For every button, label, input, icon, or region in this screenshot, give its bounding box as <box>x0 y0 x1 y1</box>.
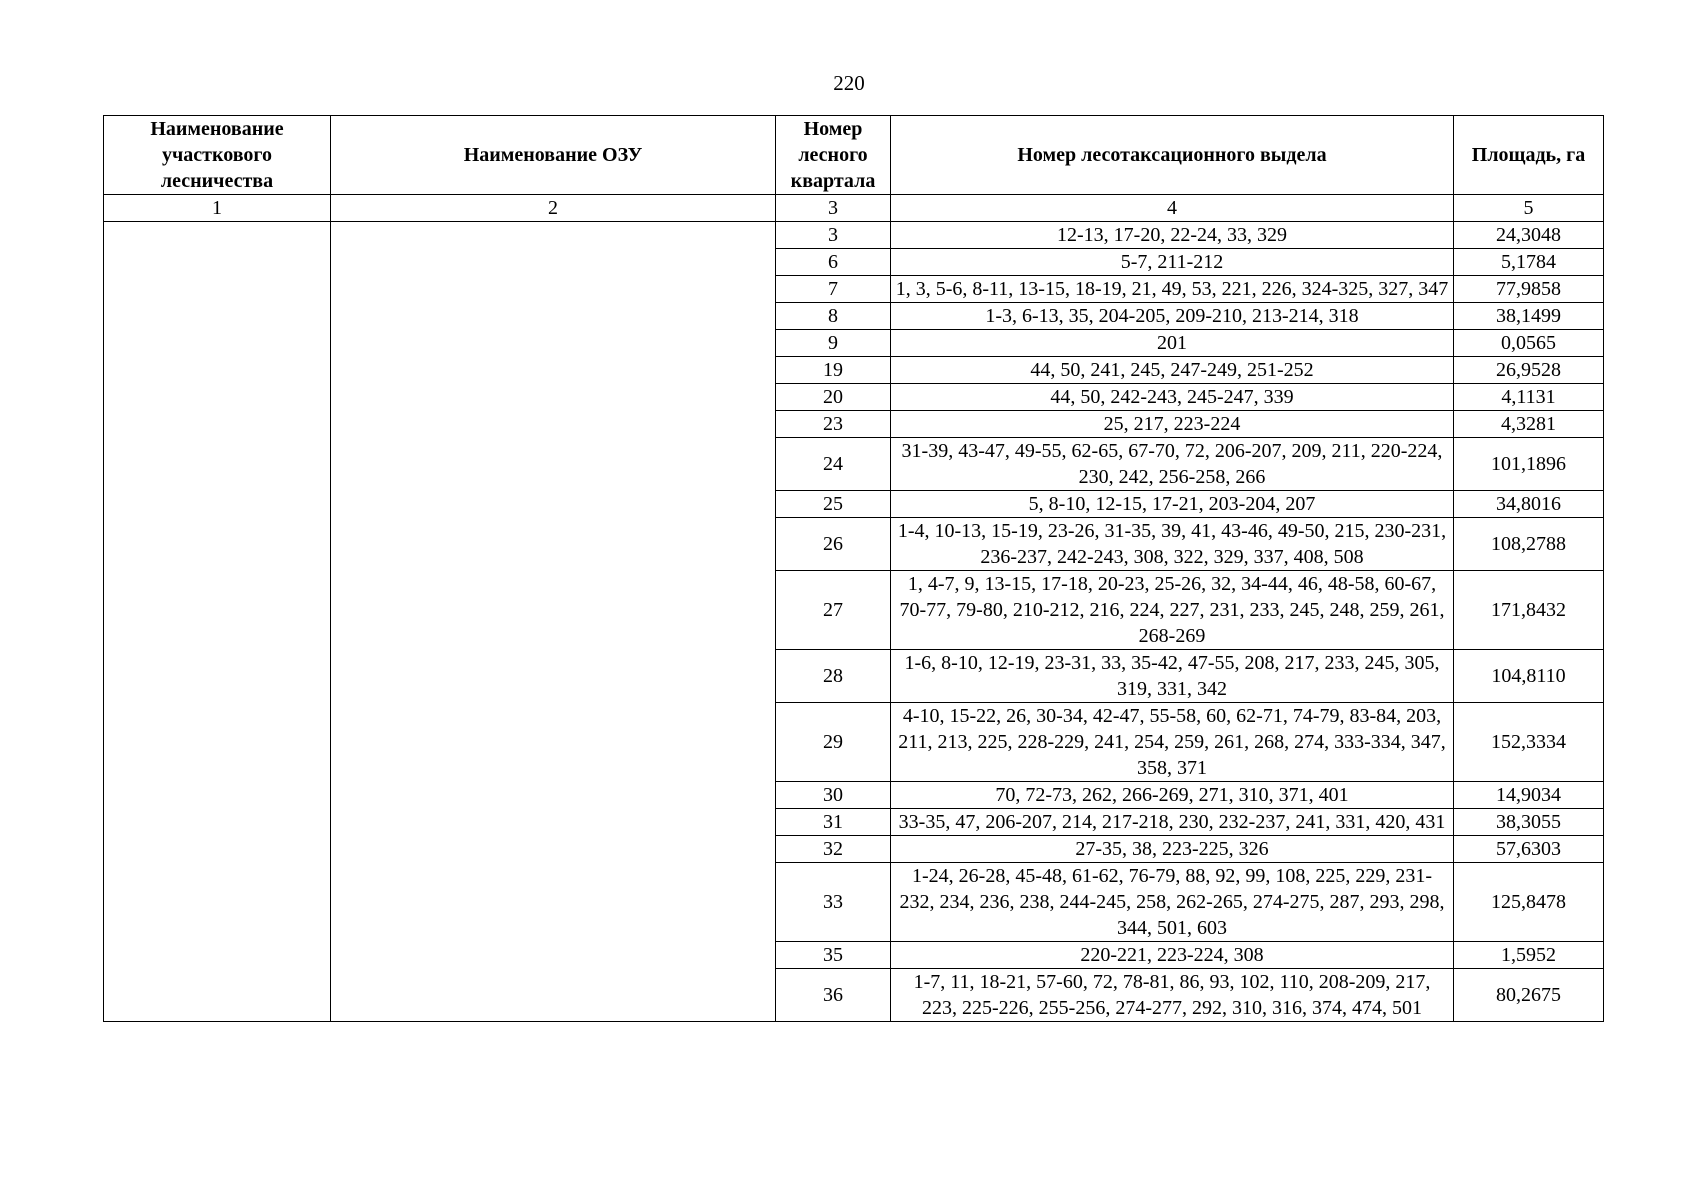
table-header <box>104 116 1604 222</box>
quarter-number-cell: 27 <box>776 571 891 650</box>
quarter-number-cell: 6 <box>776 249 891 276</box>
area-cell: 77,9858 <box>1454 276 1604 303</box>
plot-numbers-cell: 5, 8-10, 12-15, 17-21, 203-204, 207 <box>891 491 1454 518</box>
area-cell: 26,9528 <box>1454 357 1604 384</box>
plot-numbers-cell: 1, 3, 5-6, 8-11, 13-15, 18-19, 21, 49, 53, 221, 226, 324-325, 327, 347 <box>891 276 1454 303</box>
column-number: 3 <box>776 195 891 222</box>
plot-numbers-cell: 27-35, 38, 223-225, 326 <box>891 836 1454 863</box>
quarter-number-cell: 20 <box>776 384 891 411</box>
area-cell: 57,6303 <box>1454 836 1604 863</box>
column-number-row <box>104 195 1604 222</box>
column-number: 1 <box>104 195 331 222</box>
plot-numbers-cell: 44, 50, 241, 245, 247-249, 251-252 <box>891 357 1454 384</box>
quarter-number-cell: 28 <box>776 650 891 703</box>
area-cell: 101,1896 <box>1454 438 1604 491</box>
column-number: 5 <box>1454 195 1604 222</box>
area-cell: 5,1784 <box>1454 249 1604 276</box>
quarter-number-cell: 31 <box>776 809 891 836</box>
area-cell: 4,1131 <box>1454 384 1604 411</box>
quarter-number-cell: 33 <box>776 863 891 942</box>
plot-numbers-cell: 31-39, 43-47, 49-55, 62-65, 67-70, 72, 206-207, 209, 211, 220-224, 230, 242, 256-258, 266 <box>891 438 1454 491</box>
quarter-number-cell: 30 <box>776 782 891 809</box>
area-cell: 80,2675 <box>1454 969 1604 1022</box>
area-cell: 152,3334 <box>1454 703 1604 782</box>
plot-numbers-cell: 1-3, 6-13, 35, 204-205, 209-210, 213-214, 318 <box>891 303 1454 330</box>
header-row <box>104 116 1604 195</box>
plot-numbers-cell: 44, 50, 242-243, 245-247, 339 <box>891 384 1454 411</box>
area-cell: 0,0565 <box>1454 330 1604 357</box>
plot-numbers-cell: 70, 72-73, 262, 266-269, 271, 310, 371, 401 <box>891 782 1454 809</box>
plot-numbers-cell: 1-24, 26-28, 45-48, 61-62, 76-79, 88, 92, 99, 108, 225, 229, 231-232, 234, 236, 238, 244-245, 258, 262-265, 274-275, 287, 293, 298, 344, 501, 603 <box>891 863 1454 942</box>
quarter-number-cell: 36 <box>776 969 891 1022</box>
plot-numbers-cell: 1-4, 10-13, 15-19, 23-26, 31-35, 39, 41, 43-46, 49-50, 215, 230-231, 236-237, 242-243, 308, 322, 329, 337, 408, 508 <box>891 518 1454 571</box>
plot-numbers-cell: 5-7, 211-212 <box>891 249 1454 276</box>
area-cell: 14,9034 <box>1454 782 1604 809</box>
header-forestry-name: Наименование участкового лесничества <box>104 116 331 195</box>
area-cell: 38,1499 <box>1454 303 1604 330</box>
quarter-number-cell: 7 <box>776 276 891 303</box>
quarter-number-cell: 19 <box>776 357 891 384</box>
forestry-name-cell <box>104 222 331 1022</box>
quarter-number-cell: 32 <box>776 836 891 863</box>
area-cell: 108,2788 <box>1454 518 1604 571</box>
table-body <box>104 222 1604 1022</box>
area-cell: 4,3281 <box>1454 411 1604 438</box>
quarter-number-cell: 25 <box>776 491 891 518</box>
area-cell: 24,3048 <box>1454 222 1604 249</box>
area-cell: 38,3055 <box>1454 809 1604 836</box>
area-cell: 104,8110 <box>1454 650 1604 703</box>
area-cell: 34,8016 <box>1454 491 1604 518</box>
plot-numbers-cell: 1-7, 11, 18-21, 57-60, 72, 78-81, 86, 93, 102, 110, 208-209, 217, 223, 225-226, 255-256, 274-277, 292, 310, 316, 374, 474, 501 <box>891 969 1454 1022</box>
plot-numbers-cell: 1, 4-7, 9, 13-15, 17-18, 20-23, 25-26, 32, 34-44, 46, 48-58, 60-67, 70-77, 79-80, 210-212, 216, 224, 227, 231, 233, 245, 248, 259, 261, 268-269 <box>891 571 1454 650</box>
header-quarter-number: Номер лесного квартала <box>776 116 891 195</box>
quarter-number-cell: 26 <box>776 518 891 571</box>
plot-numbers-cell: 4-10, 15-22, 26, 30-34, 42-47, 55-58, 60, 62-71, 74-79, 83-84, 203, 211, 213, 225, 228-229, 241, 254, 259, 261, 268, 274, 333-334, 347, 358, 371 <box>891 703 1454 782</box>
plot-numbers-cell: 220-221, 223-224, 308 <box>891 942 1454 969</box>
header-ozu-name: Наименование ОЗУ <box>331 116 776 195</box>
plot-numbers-cell: 12-13, 17-20, 22-24, 33, 329 <box>891 222 1454 249</box>
page-number: 220 <box>833 71 865 95</box>
column-number: 4 <box>891 195 1454 222</box>
quarter-number-cell: 29 <box>776 703 891 782</box>
plot-numbers-cell: 25, 217, 223-224 <box>891 411 1454 438</box>
quarter-number-cell: 24 <box>776 438 891 491</box>
ozu-name-cell <box>331 222 776 1022</box>
area-cell: 171,8432 <box>1454 571 1604 650</box>
quarter-number-cell: 23 <box>776 411 891 438</box>
area-cell: 125,8478 <box>1454 863 1604 942</box>
table-row <box>104 222 1604 249</box>
forest-plots-table <box>103 115 1604 1022</box>
quarter-number-cell: 8 <box>776 303 891 330</box>
quarter-number-cell: 35 <box>776 942 891 969</box>
quarter-number-cell: 3 <box>776 222 891 249</box>
header-plot-numbers: Номер лесотаксационного выдела <box>891 116 1454 195</box>
plot-numbers-cell: 1-6, 8-10, 12-19, 23-31, 33, 35-42, 47-55, 208, 217, 233, 245, 305, 319, 331, 342 <box>891 650 1454 703</box>
plot-numbers-cell: 201 <box>891 330 1454 357</box>
column-number: 2 <box>331 195 776 222</box>
quarter-number-cell: 9 <box>776 330 891 357</box>
area-cell: 1,5952 <box>1454 942 1604 969</box>
header-area: Площадь, га <box>1454 116 1604 195</box>
plot-numbers-cell: 33-35, 47, 206-207, 214, 217-218, 230, 232-237, 241, 331, 420, 431 <box>891 809 1454 836</box>
